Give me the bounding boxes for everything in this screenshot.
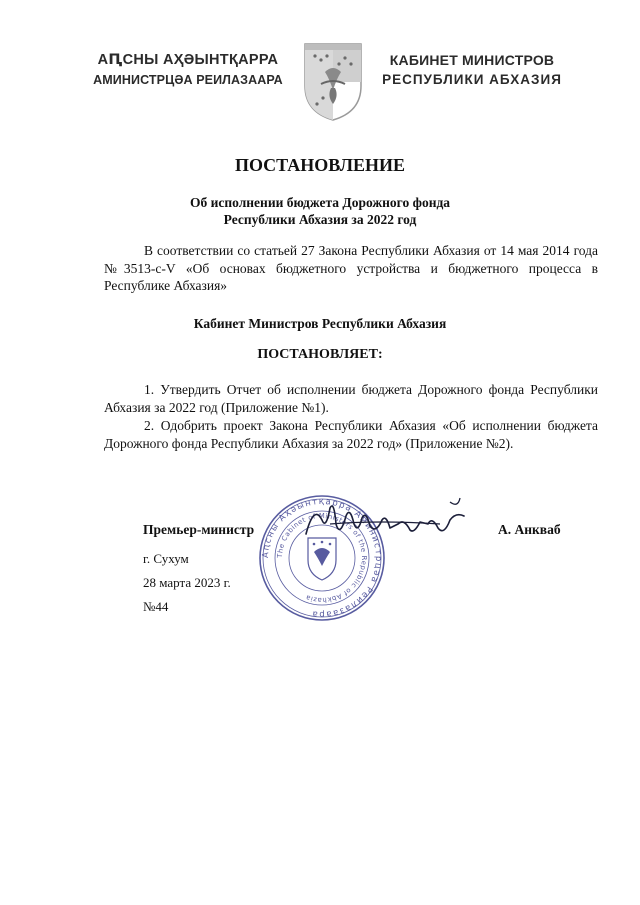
header-left-line2: АМИНИСТРЦӘА РЕИЛАЗААРА	[93, 73, 283, 87]
resolution-item-2: 2. Одобрить проект Закона Республики Абхазия «Об исполнении бюджета Дорожного фонда Республики Абхазия за 2022 год» (Приложение №2).	[104, 418, 598, 451]
header-left-line1: АԤСНЫ АҲӘЫНТҚАРРА	[97, 52, 279, 68]
issue-city: г. Сухум	[143, 551, 189, 566]
resolution-item-1: 1. Утвердить Отчет об исполнении бюджета Дорожного фонда Республики Абхазия за 2022 год (Приложение №1).	[104, 382, 598, 415]
header-left-block	[78, 50, 298, 90]
document-title: ПОСТАНОВЛЕНИЕ	[234, 155, 406, 175]
resolves-heading: ПОСТАНОВЛЯЕТ:	[257, 347, 383, 362]
header-right-line1: КАБИНЕТ МИНИСТРОВ	[389, 52, 555, 68]
document-number: №44	[143, 599, 169, 614]
header-right-line2: РЕСПУБЛИКИ АБХАЗИЯ	[382, 72, 562, 87]
subtitle-line1: Об исполнении бюджета Дорожного фонда	[189, 195, 451, 210]
coat-of-arms-icon	[301, 38, 365, 122]
preamble-paragraph: В соответствии со статьей 27 Закона Республики Абхазия от 14 мая 2014 года №3513-с-V «Об основах бюджетного устройства и бюджетного процесса в Республике Абхазия»	[104, 243, 598, 293]
stamp-outer-text: Аԥсны Аҳәынтқарра Аминистрцәа Реилазаара	[260, 496, 384, 620]
handwritten-signature	[300, 494, 470, 550]
document-subtitle	[0, 194, 640, 228]
signatory-name: А. Анкваб	[498, 522, 561, 537]
header-right-block	[372, 50, 572, 90]
subtitle-line2: Республики Абхазия за 2022 год	[223, 212, 417, 227]
signatory-position: Премьер-министр	[143, 522, 255, 537]
stamp-inner-text: The Cabinet of Ministers of the Republic of Abkhazia	[275, 511, 369, 605]
issue-date: 28 марта 2023 г.	[143, 575, 231, 590]
issuer-line: Кабинет Министров Республики Абхазия	[193, 316, 447, 331]
